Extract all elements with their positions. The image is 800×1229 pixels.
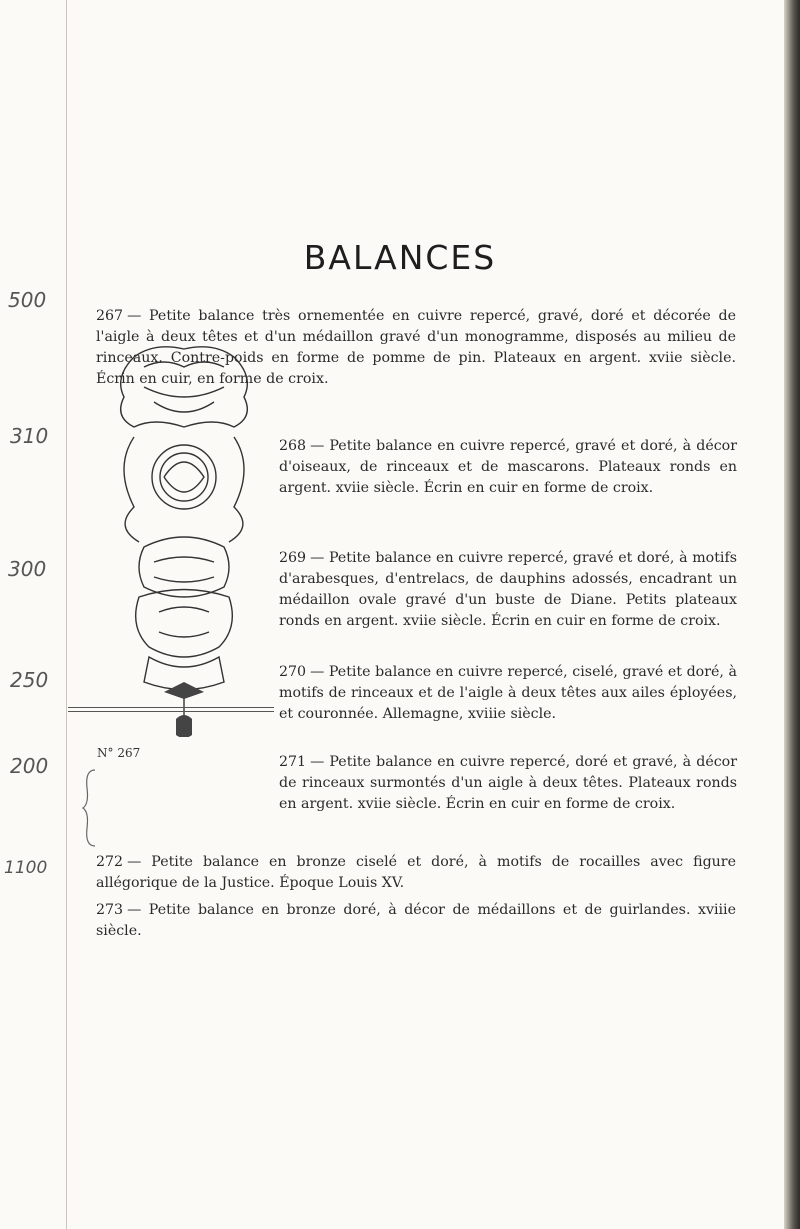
lot-text: — Petite balance en cuivre repercé, ciselé, gravé et doré, à motifs de rinceaux et de l'aigle à deux têtes aux ailes éployées, et couronnée. Allemagne, xviiie siècle. [279,664,737,722]
lot-text: — Petite balance très ornementée en cuivre repercé, gravé, doré et décorée de l'aigle à deux têtes et d'un médaillon gravé d'un monogramme, disposés au milieu de rinceaux. Contre-poids en forme de pomme de pin. Plateaux en argent. xviie siècle. Écrin en cuir, en forme de croix. [96,308,736,387]
lot-271 [279,752,737,815]
margin-price-269: 300 [8,557,47,581]
illustration-caption: N° 267 [97,746,141,760]
lot-number: 272 [96,854,124,870]
lot-269 [279,548,737,632]
divider-line [68,707,274,708]
margin-price-267: 500 [8,288,47,312]
lot-270 [279,662,737,725]
lot-text: — Petite balance en cuivre repercé, gravé et doré, à décor d'oiseaux, de rinceaux et de mascarons. Plateaux ronds en argent. xviie siècle. Écrin en cuir en forme de croix. [279,438,737,496]
lot-text: — Petite balance en cuivre repercé, doré et gravé, à décor de rinceaux surmontés d'un aigle à deux têtes. Plateaux ronds en argent. xviie siècle. Écrin en cuir en forme de croix. [279,754,737,812]
margin-rule [66,0,67,1229]
lot-text: — Petite balance en bronze doré, à décor de médaillons et de guirlandes. xviiie siècle. [96,902,736,939]
lot-272 [96,852,736,894]
lot-number: 268 [279,438,307,454]
page-title: BALANCES [303,238,497,277]
lot-268 [279,436,737,499]
lot-number: 273 [96,902,124,918]
lot-text: — Petite balance en bronze ciselé et doré, à motifs de rocailles avec figure allégorique de la Justice. Époque Louis XV. [96,854,736,891]
balance-illustration [104,337,264,737]
lot-text: — Petite balance en cuivre repercé, gravé et doré, à motifs d'arabesques, d'entrelacs, de dauphins adossés, encadrant un médaillon ovale gravé d'un buste de Diane. Petits plateaux ronds en argent. xviie siècle. Écrin en cuir en forme de croix. [279,550,737,629]
margin-price-271: 200 [10,754,49,778]
lot-number: 267 [96,308,124,324]
lot-number: 270 [279,664,307,680]
lot-273 [96,900,736,942]
margin-price-270: 250 [10,668,49,692]
divider-line [68,711,274,712]
brace-mark [81,768,97,848]
margin-price-272-273: 1100 [4,858,48,878]
lot-number: 271 [279,754,307,770]
margin-price-268: 310 [10,424,49,448]
page-edge-shadow [784,0,800,1229]
lot-number: 269 [279,550,307,566]
